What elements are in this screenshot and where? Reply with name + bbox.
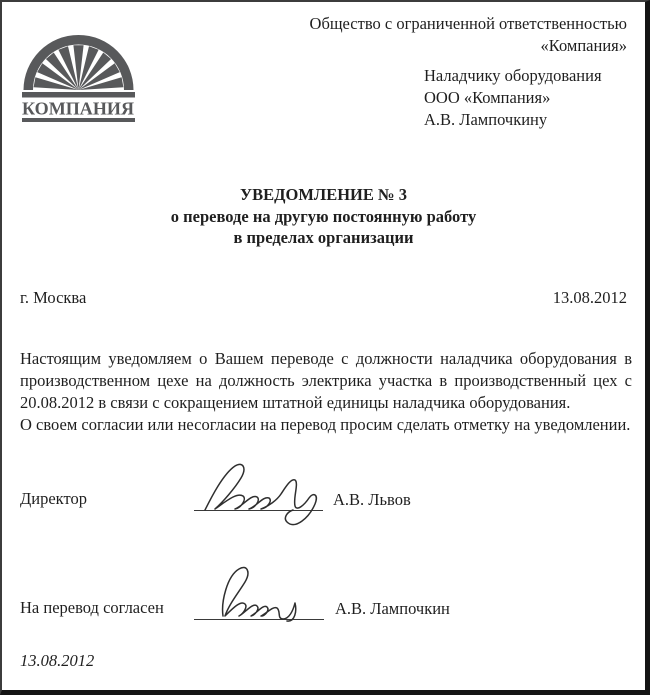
director-name: А.В. Львов: [333, 490, 411, 509]
org-header-line1: Общество с ограниченной ответственностью: [309, 14, 627, 33]
body-text: [20, 348, 632, 436]
org-header-line2: «Компания»: [540, 36, 627, 55]
addressee-company: ООО «Компания»: [424, 88, 551, 107]
consent-name: А.В. Лампочкин: [335, 599, 450, 618]
footer-date: 13.08.2012: [20, 651, 95, 670]
logo-top-bar: [22, 92, 135, 98]
addressee-position: Наладчику оборудования: [424, 66, 602, 85]
org-header: [310, 13, 627, 57]
date-value: 13.08.2012: [552, 288, 627, 307]
body-paragraph-1: Настоящим уведомляем о Вашем переводе с должности наладчика оборудования в производственном цехе на должность электрика участка в производственный цех с 20.08.2012 в связи с сокращением штатной единицы наладчика оборудования.: [20, 349, 632, 412]
title-line3: в пределах организации: [233, 228, 414, 247]
consent-signature-icon: [205, 564, 320, 624]
document-title: [2, 184, 645, 249]
addressee-name: А.В. Лампочкину: [424, 110, 548, 129]
director-signature-icon: [197, 454, 332, 532]
company-logo: [22, 30, 135, 123]
logo-text: КОМПАНИЯ: [22, 98, 134, 119]
addressee-block: [424, 65, 602, 131]
consent-label: На перевод согласен: [20, 598, 164, 617]
director-label: Директор: [20, 489, 87, 508]
place-label: г. Москва: [20, 288, 87, 307]
title-line1: УВЕДОМЛЕНИЕ № 3: [240, 185, 407, 204]
place-date-row: [20, 287, 627, 309]
title-line2: о переводе на другую постоянную работу: [170, 206, 477, 226]
fan-arch-icon: [24, 35, 134, 90]
logo-bottom-bar: [22, 118, 135, 122]
body-paragraph-2: О своем согласии или несогласии на перевод просим сделать отметку на уведомлении.: [20, 415, 631, 434]
